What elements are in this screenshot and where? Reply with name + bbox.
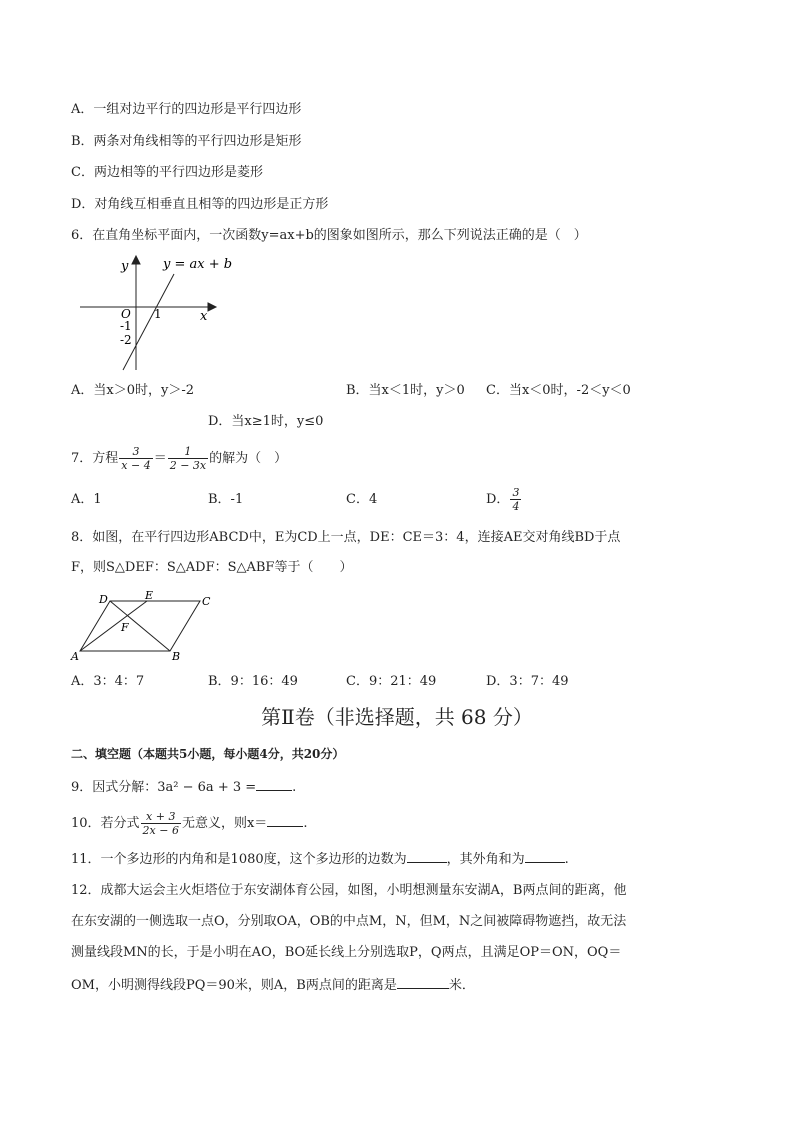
q8-option-c: C．9：21：49	[346, 674, 437, 689]
q8-label-d: D	[99, 593, 108, 606]
q11	[71, 850, 569, 869]
q5-option-a: A．一组对边平行的四边形是平行四边形	[71, 102, 302, 117]
q6-line-label: y = ax + b	[163, 257, 233, 272]
q6-graph	[75, 250, 233, 375]
q6-x-tick-1: 1	[154, 307, 162, 321]
q6-stem: 6．在直角坐标平面内，一次函数y=ax+b的图象如图所示，那么下列说法正确的是（ ）	[71, 228, 587, 243]
q10-answer-blank[interactable]	[267, 814, 303, 827]
q6-x-arrow	[208, 303, 216, 311]
q7-fraction-1-num: 3	[119, 445, 152, 459]
q6-y-arrow	[132, 256, 140, 264]
q12-line-3: 测量线段MN的长，于是小明在AO，BO延长线上分别选取P，Q两点，且满足OP＝ON，OQ＝	[71, 945, 622, 960]
q10-end: .	[303, 816, 308, 831]
q7-option-d	[486, 484, 522, 516]
q8-stem-line-2: F，则S△DEF：S△ADF：S△ABF等于（ ）	[71, 560, 353, 575]
q11-end: .	[564, 852, 569, 867]
q6-x-label: x	[200, 309, 208, 324]
section-2-title: 第Ⅱ卷（非选择题，共 68 分）	[261, 705, 533, 729]
q6-option-b: B．当x＜1时，y＞0	[346, 383, 465, 398]
q9-answer-blank[interactable]	[256, 778, 292, 791]
q7-suffix: 的解为（ ）	[209, 451, 288, 466]
q8-stem-line-1: 8．如图，在平行四边形ABCD中，E为CD上一点，DE：CE＝3：4，连接AE交对角线BD于点	[71, 530, 621, 545]
q8-label-b: B	[172, 650, 181, 663]
q12-answer-blank[interactable]	[397, 976, 449, 989]
q7-fraction-1	[119, 445, 152, 472]
q8-parallelogram-figure	[68, 588, 218, 666]
q8-option-d: D．3：7：49	[486, 674, 569, 689]
q8-option-a: A．3：4：7	[71, 674, 145, 689]
q7-fraction-2-den: 2 − 3x	[169, 459, 207, 472]
q6-y-label: y	[121, 259, 129, 274]
q10-prefix: 10．若分式	[71, 816, 140, 831]
q7-option-b: B．-1	[208, 492, 244, 507]
q8-label-c: C	[202, 595, 211, 608]
q10-mid: 无意义，则x＝	[181, 816, 268, 831]
q11-answer-blank-1[interactable]	[407, 850, 447, 863]
q8-option-b: B．9：16：49	[208, 674, 298, 689]
q7-option-d-num: 3	[512, 486, 520, 499]
q12-line-2: 在东安湖的一侧选取一点O，分别取OA，OB的中点M，N，但M，N之间被障碍物遮挡，故无法	[71, 914, 627, 929]
q7-equals: ＝	[153, 451, 167, 466]
q8-label-f: F	[121, 621, 129, 634]
q6-origin-label: O	[121, 307, 131, 321]
q6-option-a: A．当x＞0时，y＞-2	[71, 383, 194, 398]
q7-fraction-1-den: x − 4	[121, 459, 151, 472]
q10-fraction	[141, 810, 181, 837]
q12-line-1: 12．成都大运会主火炬塔位于东安湖体育公园，如图，小明想测量东安湖A，B两点间的距离，他	[71, 883, 627, 898]
q12-line-4-wrap	[71, 976, 475, 995]
q12-line-4: OM，小明测得线段PQ＝90米，则A，B两点间的距离是	[71, 978, 397, 993]
q6-option-d: D．当x≥1时，y≤0	[208, 414, 324, 429]
q8-diagonal-bd	[110, 601, 170, 651]
q10	[71, 808, 307, 840]
q11-text-1: 11．一个多边形的内角和是1080度，这个多边形的边数为	[71, 852, 407, 867]
q9-end: .	[292, 780, 297, 795]
q5-option-c: C．两边相等的平行四边形是菱形	[71, 165, 263, 180]
q5-option-b: B．两条对角线相等的平行四边形是矩形	[71, 134, 302, 149]
q7-prefix: 7．方程	[71, 451, 119, 466]
q6-y-tick-minus-1: -1	[120, 319, 132, 333]
q7-option-d-den: 4	[512, 500, 520, 513]
q7-option-d-fraction	[510, 486, 521, 513]
q11-answer-blank-2[interactable]	[525, 850, 565, 863]
q5-option-d: D．对角线互相垂直且相等的四边形是正方形	[71, 197, 329, 212]
q7-option-c: C．4	[346, 492, 378, 507]
q10-fraction-den: 2x − 6	[142, 824, 179, 837]
q7-option-d-prefix: D．	[486, 492, 510, 507]
q10-fraction-num: x + 3	[141, 810, 181, 824]
q8-label-e: E	[145, 589, 154, 602]
q8-segment-ae	[80, 601, 147, 651]
q6-y-tick-minus-2: -2	[120, 333, 132, 347]
q9-text: 9．因式分解：3a² − 6a + 3 =	[71, 780, 257, 795]
section-2-subtitle: 二、填空题（本题共5小题，每小题4分，共20分）	[71, 747, 345, 761]
q7-fraction-2-num: 1	[168, 445, 208, 459]
q9	[71, 778, 296, 797]
q7-fraction-2	[168, 445, 208, 472]
q8-label-a: A	[71, 650, 79, 663]
q12-end: 米．	[448, 978, 475, 993]
q7-option-a: A．1	[71, 492, 102, 507]
q11-text-2: ，其外角和为	[446, 852, 525, 867]
q6-option-c: C．当x＜0时，-2＜y＜0	[486, 383, 631, 398]
q7-stem	[71, 443, 287, 475]
